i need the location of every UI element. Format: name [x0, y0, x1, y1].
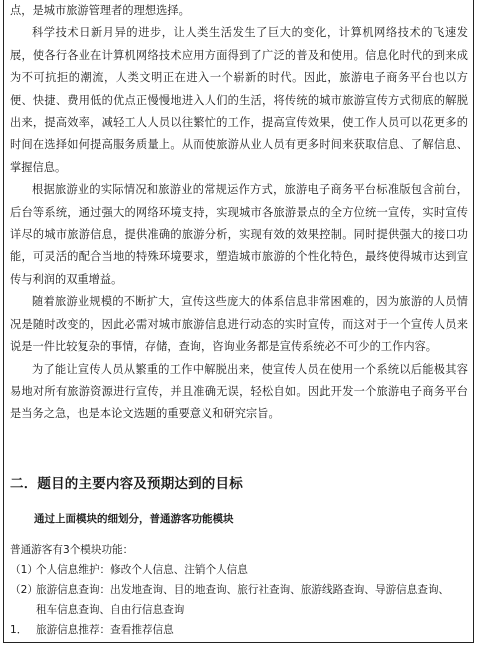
paragraph-scale-challenge: 随着旅游业规模的不断扩大，宣传这些庞大的体系信息非常困难的，因为旅游的人员情况是随时改变的，因此必需对城市旅游信息进行动态的实时宣传，而这对于一个宣传人员来说是一件比较复杂的事情，存储，查询，咨询业务都是宣传系统必不可少的工作内容。: [10, 295, 468, 354]
body-text: [10, 0, 468, 426]
list-item-number: （1）: [10, 564, 38, 576]
document-page: [3, 0, 474, 643]
paragraph-purpose: 为了能让宣传人员从繁重的工作中解脱出来，使宣传人员在使用一个系统以后能极其容易地对所有旅游资源进行宣传，并且准确无误，轻松自如。因此开发一个旅游电子商务平台是当务之急，也是本论文选题的重要意义和研究宗旨。: [10, 362, 468, 421]
paragraph-tech-progress: 科学技术日新月异的进步，让人类生活发生了巨大的变化，计算机网络技术的飞速发展，使各行各业在计算机网络技术应用方面得到了广泛的普及和使用。信息化时代的到来成为不可抗拒的潮流，人类文明正在进入一个崭新的时代。因此，旅游电子商务平台也以方便、快捷、费用低的优点正慢慢地进入人们的生活，将传统的城市旅游宣传方式彻底的解脱出来，提高效率，减轻工人人员以往繁忙的工作，提高宣传效果，使工作人员可以花更多的时间在选择如何提高服务质量上。从而使旅游从业人员有更多时间来获取信息、了解信息、掌握信息。: [10, 26, 468, 174]
paragraph-continuation: 点，是城市旅游管理者的理想选择。: [10, 4, 190, 17]
paragraph-platform-overview: 根据旅游业的实际情况和旅游业的常规运作方式，旅游电子商务平台标准版包含前台，后台等系统，通过强大的网络环境支持，实现城市各旅游景点的全方位统一宣传，实时宣传详尽的城市旅游信息，提供准确的旅游分析，实现有效的效果控制。同时提供强大的接口功能，可灵活的配合当地的特殊环境要求，塑造城市旅游的个性化特色，最终使得城市达到宣传与利润的双重增益。: [10, 183, 468, 286]
list-item-text: 个人信息维护：修改个人信息、注销个人信息: [36, 564, 248, 576]
list-intro: 普通游客有3个模块功能：: [10, 544, 134, 556]
list-item-text: 旅游信息查询：出发地查询、目的地查询、旅行社查询、旅游线路查询、导游信息查询、: [36, 584, 450, 596]
section-heading: 二．题目的主要内容及预期达到的目标: [10, 476, 243, 492]
module-list: [10, 540, 468, 640]
list-item-number: （2）: [10, 584, 38, 596]
list-item-number: 1．: [10, 624, 28, 636]
list-item-text: 旅游信息推荐：查看推荐信息: [36, 624, 174, 636]
list-item: [10, 560, 468, 580]
list-item: [10, 580, 468, 600]
list-item: [10, 620, 468, 640]
sub-heading: 通过上面模块的细划分，普通游客功能模块: [34, 513, 234, 525]
list-item-continuation: 租车信息查询、自由行信息查询: [36, 604, 185, 616]
